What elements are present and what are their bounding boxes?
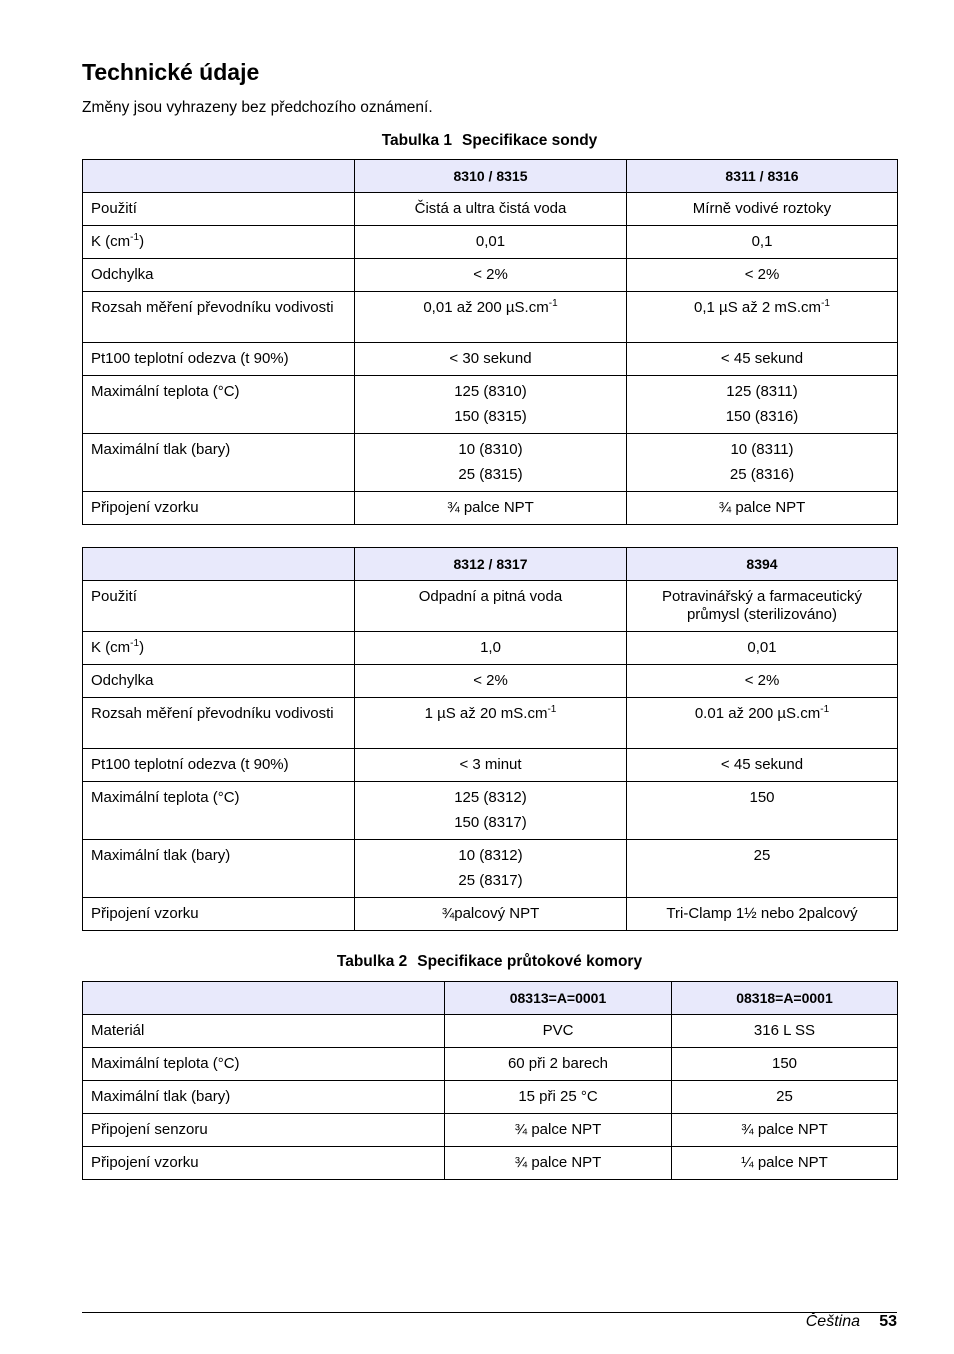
table-row xyxy=(83,1114,898,1147)
table-row xyxy=(83,782,898,840)
table-row xyxy=(83,749,898,782)
row-label xyxy=(83,898,355,931)
row-label-text: K (cm xyxy=(91,639,131,656)
value-text xyxy=(363,814,618,832)
value-line: 10 (8310) xyxy=(458,441,523,458)
value-cell xyxy=(627,343,898,376)
value-cell xyxy=(355,434,627,492)
value-line: 25 (8317) xyxy=(458,872,523,889)
value-line: < 2% xyxy=(744,672,780,689)
footer-page-number: 53 xyxy=(879,1313,897,1330)
row-label-text: Maximální teplota (°C) xyxy=(91,1055,240,1072)
value-text xyxy=(363,847,618,865)
row-label-suffix: ) xyxy=(139,639,145,656)
value-cell xyxy=(355,376,627,434)
column-header: 08313=A=0001 xyxy=(445,982,672,1015)
row-label xyxy=(83,343,355,376)
header-blank-cell xyxy=(83,160,355,193)
value-text xyxy=(635,299,889,317)
footer-language: Čeština xyxy=(805,1313,860,1330)
unit-superscript: -1 xyxy=(130,638,140,649)
value-line: PVC xyxy=(542,1022,574,1039)
value-text xyxy=(453,1055,663,1073)
row-label xyxy=(83,632,355,665)
row-label-text: Maximální tlak (bary) xyxy=(91,847,231,864)
value-line: Potravinářský a farmaceutický průmysl (sterilizováno) xyxy=(661,588,863,623)
value-line: ¾palcový NPT xyxy=(441,905,540,922)
value-text xyxy=(680,1055,889,1073)
value-text xyxy=(453,1121,663,1139)
value-cell xyxy=(627,434,898,492)
value-line: < 2% xyxy=(744,266,780,283)
value-line: 60 při 2 barech xyxy=(507,1055,609,1072)
value-cell xyxy=(355,749,627,782)
row-label-text: Rozsah měření převodníku vodivosti xyxy=(91,299,334,316)
table-row xyxy=(83,698,898,749)
value-text xyxy=(635,266,889,284)
value-line: Čistá a ultra čistá voda xyxy=(414,200,567,217)
value-cell xyxy=(445,1081,672,1114)
value-line: Odpadní a pitná voda xyxy=(418,588,563,605)
row-label xyxy=(83,749,355,782)
table1-caption xyxy=(82,131,897,151)
value-text xyxy=(635,705,889,723)
flow-cell-spec-table xyxy=(82,981,898,1180)
value-line: 150 (8315) xyxy=(454,408,527,425)
value-text xyxy=(363,672,618,690)
table-row xyxy=(83,840,898,898)
value-text xyxy=(363,441,618,459)
footer-divider xyxy=(82,1312,897,1313)
value-line: 1 µS až 20 mS.cm xyxy=(424,705,548,722)
table-row xyxy=(83,1081,898,1114)
unit-superscript: -1 xyxy=(821,298,830,309)
value-cell xyxy=(355,782,627,840)
row-label xyxy=(83,376,355,434)
value-text xyxy=(680,1022,889,1040)
value-line: Tri-Clamp 1½ nebo 2palcový xyxy=(666,905,858,922)
row-label xyxy=(83,259,355,292)
value-cell xyxy=(627,492,898,525)
value-cell xyxy=(355,259,627,292)
value-line: 150 (8316) xyxy=(725,408,799,425)
value-line: 316 L SS xyxy=(753,1022,816,1039)
table-row xyxy=(83,226,898,259)
header-blank-cell xyxy=(83,548,355,581)
value-line: 1,0 xyxy=(480,639,501,656)
value-line: 125 (8310) xyxy=(454,383,527,400)
row-label-suffix: ) xyxy=(139,233,145,250)
value-line: < 2% xyxy=(473,672,508,689)
value-cell xyxy=(355,698,627,749)
value-cell xyxy=(627,376,898,434)
value-cell xyxy=(672,1147,898,1180)
value-text xyxy=(363,383,618,401)
value-text xyxy=(363,872,618,890)
value-cell xyxy=(672,1114,898,1147)
value-cell xyxy=(627,898,898,931)
column-header: 8311 / 8316 xyxy=(627,160,898,193)
value-cell xyxy=(445,1015,672,1048)
value-cell xyxy=(627,226,898,259)
value-line: 150 xyxy=(771,1055,798,1072)
row-label-text: Maximální tlak (bary) xyxy=(91,441,231,458)
row-label-text: K (cm xyxy=(91,233,131,250)
value-line: < 45 sekund xyxy=(720,350,804,367)
row-label xyxy=(83,840,355,898)
row-label-text: Použití xyxy=(91,200,137,217)
value-line: Mírně vodivé roztoky xyxy=(692,200,832,217)
value-text xyxy=(363,466,618,484)
value-text xyxy=(680,1121,889,1139)
row-label xyxy=(83,1015,445,1048)
row-label xyxy=(83,782,355,840)
value-cell xyxy=(627,581,898,632)
value-text xyxy=(635,588,889,624)
value-text xyxy=(635,200,889,218)
table-row xyxy=(83,898,898,931)
value-text xyxy=(453,1088,663,1106)
unit-superscript: -1 xyxy=(548,298,558,309)
table-row xyxy=(83,434,898,492)
value-cell xyxy=(627,292,898,343)
value-text xyxy=(363,705,618,723)
value-cell xyxy=(355,665,627,698)
value-cell xyxy=(627,749,898,782)
value-text xyxy=(635,233,889,251)
value-text xyxy=(635,350,889,368)
value-line: < 45 sekund xyxy=(720,756,804,773)
probe-spec-table-b xyxy=(82,547,898,931)
row-label xyxy=(83,226,355,259)
column-header: 8394 xyxy=(627,548,898,581)
column-header: 8312 / 8317 xyxy=(355,548,627,581)
value-text xyxy=(363,266,618,284)
value-line: 25 (8316) xyxy=(729,466,795,483)
value-line: 125 (8312) xyxy=(454,789,527,806)
table2-caption-number: Tabulka 2 xyxy=(336,953,408,970)
value-line: ¼ palce NPT xyxy=(741,1154,828,1171)
unit-superscript: -1 xyxy=(820,704,830,715)
value-text xyxy=(635,441,889,459)
value-cell xyxy=(627,840,898,898)
header-blank-cell xyxy=(83,982,445,1015)
row-label xyxy=(83,581,355,632)
value-text xyxy=(363,905,618,923)
row-label-text: Rozsah měření převodníku vodivosti xyxy=(91,705,334,722)
value-text xyxy=(363,408,618,426)
table-row xyxy=(83,193,898,226)
table-row xyxy=(83,632,898,665)
value-cell xyxy=(355,898,627,931)
value-cell xyxy=(627,782,898,840)
row-label-text: Maximální tlak (bary) xyxy=(91,1088,231,1105)
value-text xyxy=(363,639,618,657)
row-label-text: Odchylka xyxy=(91,266,154,283)
value-text xyxy=(453,1022,663,1040)
value-line: < 30 sekund xyxy=(449,350,532,367)
table-row xyxy=(83,1048,898,1081)
value-text xyxy=(363,200,618,218)
value-cell xyxy=(355,292,627,343)
value-line: 0,1 µS až 2 mS.cm xyxy=(694,299,822,316)
row-label-text: Použití xyxy=(91,588,137,605)
row-label xyxy=(83,1147,445,1180)
value-text xyxy=(635,756,889,774)
value-text xyxy=(363,233,618,251)
value-text xyxy=(635,499,889,517)
row-label-text: Pt100 teplotní odezva (t 90%) xyxy=(91,756,289,773)
value-text xyxy=(635,408,889,426)
unit-superscript: -1 xyxy=(130,232,140,243)
value-line: 0,01 xyxy=(475,233,506,250)
value-text xyxy=(363,350,618,368)
value-text xyxy=(635,639,889,657)
row-label-text: Připojení vzorku xyxy=(91,499,199,516)
value-line: 150 (8317) xyxy=(454,814,527,831)
value-cell xyxy=(445,1048,672,1081)
value-text xyxy=(363,756,618,774)
value-line: 0,01 až 200 µS.cm xyxy=(423,299,549,316)
value-line: 0,01 xyxy=(747,639,777,656)
value-text xyxy=(363,499,618,517)
value-line: < 3 minut xyxy=(459,756,522,773)
value-text xyxy=(635,905,889,923)
intro-text: Změny jsou vyhrazeny bez předchozího oznámení. xyxy=(82,99,433,116)
unit-superscript: -1 xyxy=(547,704,557,715)
row-label xyxy=(83,1048,445,1081)
row-label-text: Pt100 teplotní odezva (t 90%) xyxy=(91,350,289,367)
table-row xyxy=(83,581,898,632)
value-cell xyxy=(355,193,627,226)
value-line: 125 (8311) xyxy=(726,383,798,400)
row-label xyxy=(83,434,355,492)
value-cell xyxy=(355,226,627,259)
row-label-text: Odchylka xyxy=(91,672,154,689)
value-cell xyxy=(445,1114,672,1147)
value-text xyxy=(680,1088,889,1106)
table-row xyxy=(83,343,898,376)
probe-spec-table-a xyxy=(82,159,898,525)
value-text xyxy=(363,299,618,317)
value-text xyxy=(363,789,618,807)
row-label-text: Připojení senzoru xyxy=(91,1121,208,1138)
value-text xyxy=(635,466,889,484)
value-line: ¾ palce NPT xyxy=(514,1154,602,1171)
value-text xyxy=(635,383,889,401)
value-cell xyxy=(672,1081,898,1114)
value-cell xyxy=(627,259,898,292)
value-line: 10 (8312) xyxy=(458,847,523,864)
value-line: 0.01 až 200 µS.cm xyxy=(694,705,821,722)
row-label xyxy=(83,292,355,343)
table2-caption-text: Specifikace průtokové komory xyxy=(417,953,643,970)
row-label xyxy=(83,665,355,698)
value-line: ¾ palce NPT xyxy=(447,499,534,516)
value-cell xyxy=(445,1147,672,1180)
table-row xyxy=(83,492,898,525)
value-line: 15 při 25 °C xyxy=(518,1088,598,1105)
value-line: 25 (8315) xyxy=(458,466,523,483)
value-text xyxy=(680,1154,889,1172)
table-row xyxy=(83,665,898,698)
value-cell xyxy=(627,632,898,665)
value-cell xyxy=(355,343,627,376)
value-cell xyxy=(355,492,627,525)
column-header: 8310 / 8315 xyxy=(355,160,627,193)
table1-caption-number: Tabulka 1 xyxy=(381,132,453,149)
table-row xyxy=(83,1147,898,1180)
row-label-text: Materiál xyxy=(91,1022,145,1039)
table-row xyxy=(83,292,898,343)
value-cell xyxy=(627,193,898,226)
value-text xyxy=(635,789,889,807)
value-text xyxy=(363,588,618,606)
value-cell xyxy=(672,1015,898,1048)
table-row xyxy=(83,259,898,292)
row-label xyxy=(83,492,355,525)
value-line: 25 xyxy=(776,1088,793,1105)
row-label-text: Maximální teplota (°C) xyxy=(91,383,240,400)
value-cell xyxy=(355,581,627,632)
table-row xyxy=(83,1015,898,1048)
value-line: ¾ palce NPT xyxy=(741,1121,828,1138)
column-header: 08318=A=0001 xyxy=(672,982,898,1015)
value-cell xyxy=(355,840,627,898)
value-text xyxy=(635,847,889,865)
value-cell xyxy=(355,632,627,665)
value-line: ¾ palce NPT xyxy=(514,1121,602,1138)
value-cell xyxy=(627,665,898,698)
value-line: 0,1 xyxy=(751,233,773,250)
value-line: 25 xyxy=(753,847,771,864)
value-line: ¾ palce NPT xyxy=(718,499,806,516)
value-cell xyxy=(672,1048,898,1081)
table1-caption-text: Specifikace sondy xyxy=(462,132,598,149)
row-label-text: Připojení vzorku xyxy=(91,1154,199,1171)
value-cell xyxy=(627,698,898,749)
row-label xyxy=(83,1114,445,1147)
table-row xyxy=(83,376,898,434)
value-line: < 2% xyxy=(473,266,508,283)
table2-caption xyxy=(82,952,897,972)
row-label-text: Maximální teplota (°C) xyxy=(91,789,240,806)
row-label-text: Připojení vzorku xyxy=(91,905,199,922)
value-text xyxy=(635,672,889,690)
row-label xyxy=(83,698,355,749)
page-title: Technické údaje xyxy=(82,59,260,85)
value-line: 150 xyxy=(749,789,775,806)
value-line: 10 (8311) xyxy=(730,441,794,458)
row-label xyxy=(83,1081,445,1114)
row-label xyxy=(83,193,355,226)
value-text xyxy=(453,1154,663,1172)
